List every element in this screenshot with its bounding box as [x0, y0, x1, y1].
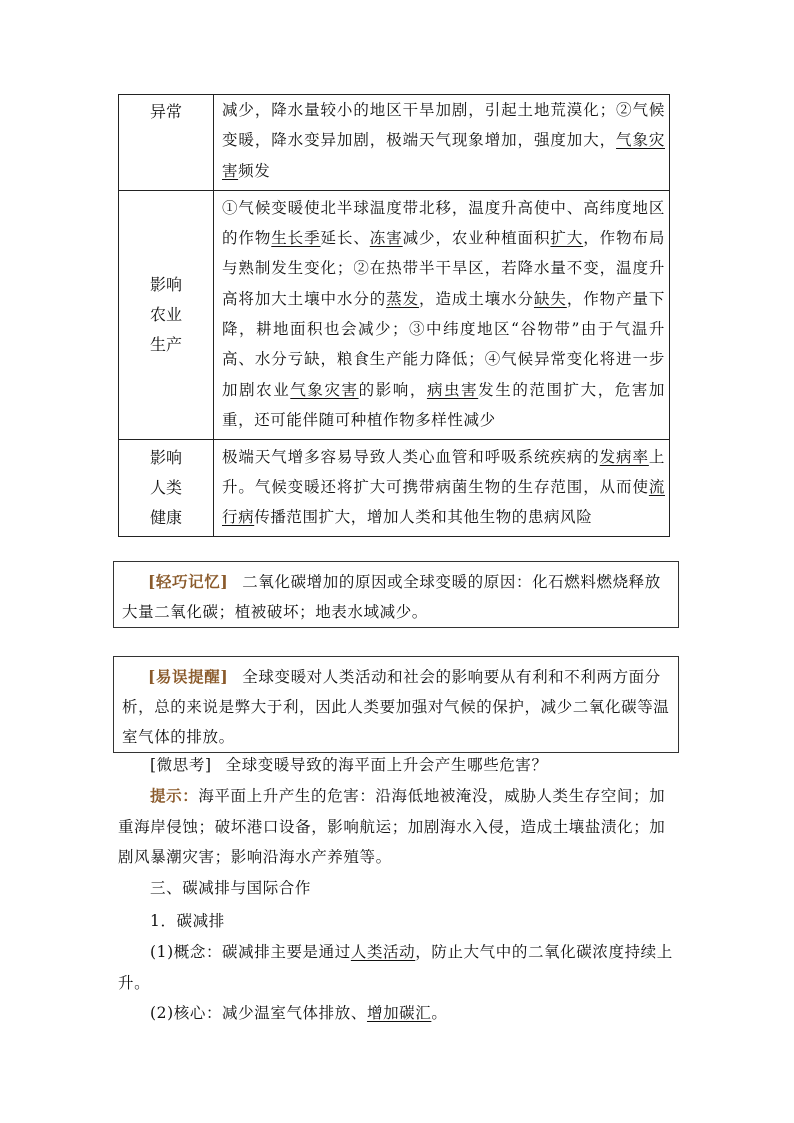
- row-content: [214, 191, 670, 440]
- text-segment: 极端天气增多容易导致人类心血管和呼吸系统疾病的: [222, 447, 600, 466]
- underlined-term: 生长季: [271, 229, 321, 248]
- think-question: [118, 750, 678, 781]
- underlined-term: 流行病: [222, 477, 665, 527]
- text-segment: ，作物布局与熟制发生变化；②在热带半干旱区，若降水量不变，温度升高将加大土壤中水分的: [222, 229, 666, 308]
- table-row-abnormal: [119, 95, 670, 191]
- text-segment: 频发: [238, 161, 271, 180]
- subsection-title-text: 1．碳减排: [150, 912, 225, 930]
- underlined-term: 蒸发: [386, 289, 420, 308]
- row-content: [214, 440, 670, 537]
- underlined-term: 人类活动: [350, 943, 416, 961]
- subsection-title: [118, 906, 678, 937]
- row-label: [119, 95, 214, 191]
- row-label: [119, 191, 214, 440]
- think-tag: [微思考]: [150, 756, 212, 774]
- underlined-term: 病虫害: [426, 380, 479, 399]
- concept-item: [118, 937, 678, 998]
- think-question-text: 全球变暖导致的海平面上升会产生哪些危害？: [225, 756, 548, 774]
- row-content: [214, 95, 670, 191]
- text-segment: ，防止大气中的二氧化碳浓度持续上升。: [118, 943, 673, 992]
- core-item: [118, 998, 678, 1029]
- hint-text: 海平面上升产生的危害：沿海低地被淹没，威胁人类生存空间；加重海岸侵蚀；破坏港口设备，影响航运；加剧海水入侵，造成土壤盐渍化；加剧风暴潮灾害；影响沿海水产养殖等。: [118, 787, 666, 866]
- text-segment: 上升。气候变暖还将扩大可携带病菌生物的生存范围，从而使: [222, 447, 665, 496]
- text-segment: 延长、: [320, 229, 370, 248]
- text-segment: 的影响，: [358, 380, 427, 399]
- text-segment: 传播范围扩大，增加人类和其他生物的患病风险: [254, 508, 593, 527]
- underlined-term: 冻害: [369, 229, 403, 248]
- text-segment: 发生的范围扩大，危害加重，还可能伴随可种植作物多样性减少: [222, 380, 666, 429]
- text-segment: (1)概念：碳减排主要是通过: [150, 943, 351, 961]
- underlined-term: 增加碳汇: [366, 1004, 432, 1022]
- row-label-line: 影响: [149, 275, 182, 294]
- text-segment: ①气候变暖使北半球温度带北移，温度升高使中、高纬度地区的作物: [222, 198, 665, 248]
- table-row-health: [119, 440, 670, 537]
- underlined-term: 气象灾害: [290, 380, 359, 399]
- text-segment: 减少，降水量较小的地区干旱加剧，引起土地荒漠化；②气候变暖，降水变异加剧，极端天气现象增加，强度加大，: [222, 101, 665, 150]
- underlined-term: 气象灾害: [222, 131, 665, 180]
- memory-tip-text: 二氧化碳增加的原因或全球变暖的原因：化石燃料燃烧释放大量二氧化碳；植被破坏；地表水域减少。: [122, 573, 661, 621]
- text-segment: ，作物产量下降，耕地面积也会减少；③中纬度地区“谷物带”由于气温升高、水分亏缺，粮食生产能力降低；④气候异常变化将进一步加剧农业: [222, 289, 666, 399]
- row-label-line: 影响: [149, 448, 182, 467]
- memory-tip-tag: [轻巧记忆]: [148, 572, 229, 591]
- section-title-text: 三、碳减排与国际合作: [150, 879, 312, 897]
- row-label-text: 异常: [149, 102, 182, 121]
- underlined-term: 缺失: [533, 289, 567, 308]
- row-label-line: 人类: [149, 478, 182, 497]
- mistake-reminder-box: [113, 656, 679, 753]
- row-label-line: 健康: [149, 508, 182, 527]
- text-segment: (2)核心：减少温室气体排放、: [150, 1004, 367, 1022]
- table-row-agriculture: [119, 191, 670, 440]
- section-title: [118, 873, 678, 904]
- mistake-reminder-tag: [易误提醒]: [148, 667, 229, 686]
- underlined-term: 发病率: [599, 447, 649, 466]
- memory-tip-box: [113, 561, 679, 628]
- impact-table: [118, 94, 670, 537]
- row-label-line: 农业: [149, 305, 182, 324]
- mistake-reminder-text: 全球变暖对人类活动和社会的影响要从有利和不利两方面分析，总的来说是弊大于利，因此人类要加强对气候的保护，减少二氧化碳等温室气体的排放。: [122, 668, 670, 746]
- text-segment: 。: [431, 1004, 448, 1022]
- underlined-term: 扩大: [550, 229, 584, 248]
- hint-label: 提示：: [150, 786, 199, 805]
- think-hint: [118, 781, 678, 873]
- row-label-line: 生产: [149, 335, 182, 354]
- text-segment: ，造成土壤水分: [419, 289, 534, 308]
- text-segment: 减少，农业种植面积: [402, 229, 551, 248]
- row-label: [119, 440, 214, 537]
